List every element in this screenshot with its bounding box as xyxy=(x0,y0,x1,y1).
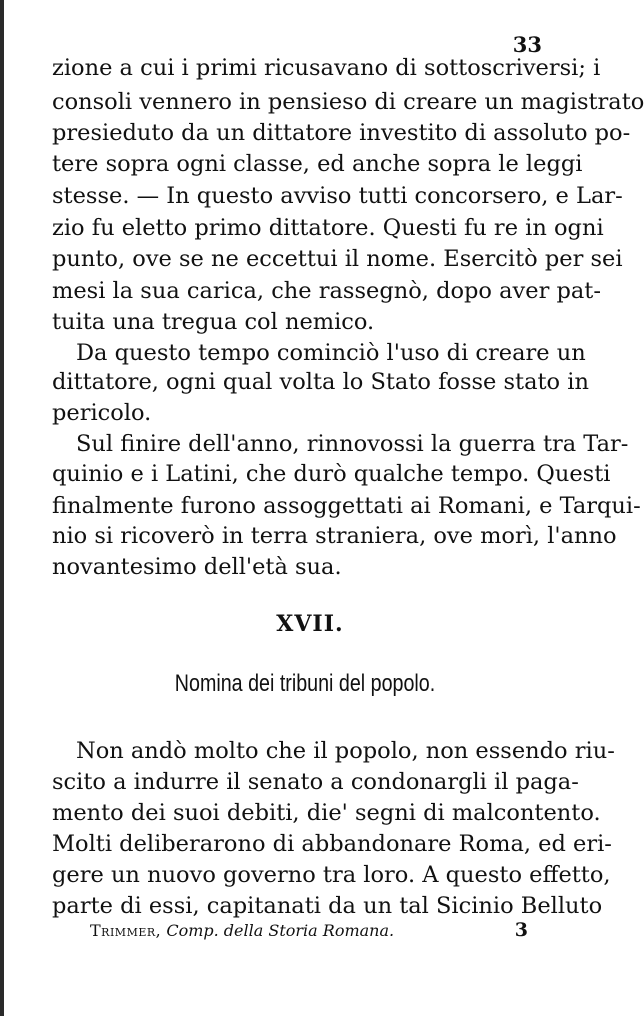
text-line: Sul finire dell'anno, rinnovossi la guerra tra Tar- xyxy=(76,431,629,457)
text-line: pericolo. xyxy=(52,400,152,426)
text-line: gere un nuovo governo tra loro. A questo effetto, xyxy=(52,862,611,888)
text-line: nio si ricoverò in terra straniera, ove morì, l'anno xyxy=(52,523,617,549)
text-line: consoli vennero in pensieso di creare un magistrato xyxy=(52,89,644,115)
page-number: 33 xyxy=(512,32,542,57)
text-line: zio fu eletto primo dittatore. Questi fu re in ogni xyxy=(52,215,604,241)
text-line: mesi la sua carica, che rassegnò, dopo aver pat- xyxy=(52,278,601,304)
text-line: novantesimo dell'età sua. xyxy=(52,554,342,580)
text-line: Da questo tempo cominciò l'uso di creare un xyxy=(76,340,586,366)
text-line: tuita una tregua col nemico. xyxy=(52,309,375,335)
chapter-title: Nomina dei tribuni del popolo. xyxy=(174,670,436,697)
text-line: Molti deliberarono di abbandonare Roma, ed eri- xyxy=(52,831,612,857)
text-line: stesse. — In questo avviso tutti concorsero, e Lar- xyxy=(52,183,623,209)
footer-citation xyxy=(90,920,394,942)
text-line: mento dei suoi debiti, die' segni di malcontento. xyxy=(52,800,601,826)
text-line: scito a indurre il senato a condonargli il paga- xyxy=(52,769,579,795)
signature-mark: 3 xyxy=(514,919,528,941)
text-line: tere sopra ogni classe, ed anche sopra le leggi xyxy=(52,151,583,177)
text-line: Non andò molto che il popolo, non essendo riu- xyxy=(76,738,615,764)
text-line: finalmente furono assoggettati ai Romani, e Tarqui- xyxy=(52,493,641,519)
text-line: zione a cui i primi ricusavano di sottoscriversi; i xyxy=(52,55,601,81)
text-line: quinio e i Latini, che durò qualche tempo. Questi xyxy=(52,461,611,487)
text-line: parte di essi, capitanati da un tal Sicinio Belluto xyxy=(52,893,603,919)
text-line: punto, ove se ne eccettui il nome. Esercitò per sei xyxy=(52,246,623,272)
text-line: presieduto da un dittatore investito di assoluto po- xyxy=(52,120,631,146)
chapter-number: XVII. xyxy=(276,611,344,637)
footer-author: Trimmer, xyxy=(90,921,162,940)
page-edge xyxy=(0,0,4,1016)
footer-title: Comp. della Storia Romana. xyxy=(166,921,395,940)
text-line: dittatore, ogni qual volta lo Stato fosse stato in xyxy=(52,369,589,395)
